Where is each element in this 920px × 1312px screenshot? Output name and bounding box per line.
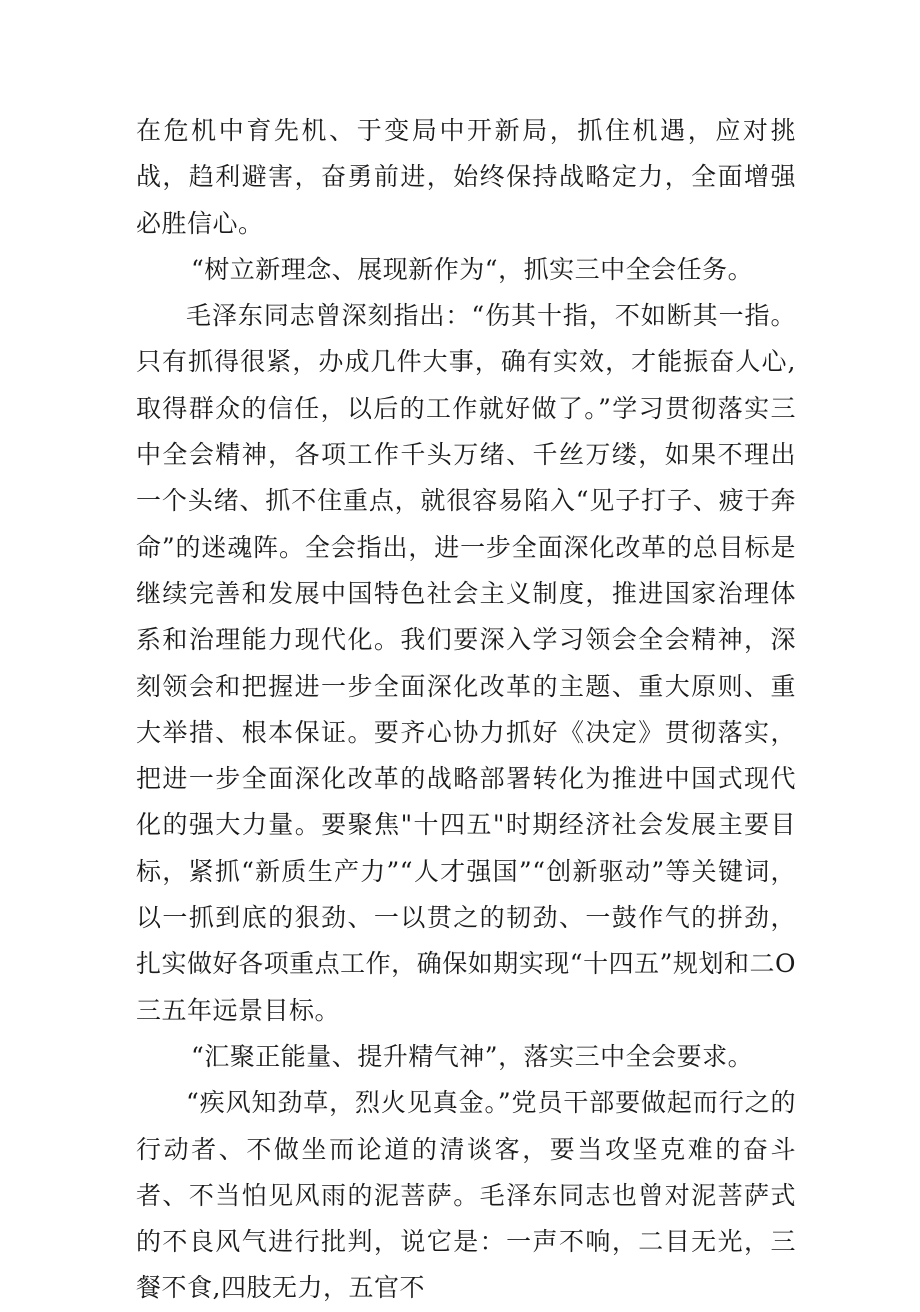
document-body: [136, 108, 796, 1312]
section-heading: “树立新理念、展现新作为“，抓实三中全会任务。: [191, 254, 754, 284]
paragraph: “疾风知劲草，烈火见真金。”党员干部要做起而行之的行动者、不做坐而论道的清谈客，要当攻坚克难的奋斗者、不当怕见风雨的泥菩萨。毛泽东同志也曾对泥菩萨式的不良风气进行批判，说它是：一声不响，二目无光，三餐不食,四肢无力，五官不: [136, 1088, 796, 1303]
paragraph-continuation: 在危机中育先机、于变局中开新局，抓住机遇，应对挑战，趋利避害，奋勇前进，始终保持战略定力，全面增强必胜信心。: [136, 116, 796, 238]
paragraph: 毛泽东同志曾深刻指出：“伤其十指，不如断其一指。只有抓得很紧，办成几件大事，确有实效，才能振奋人心,取得群众的信任，以后的工作就好做了。”学习贯彻落实三中全会精神，各项工作千头万绪、千丝万缕，如果不理出一个头绪、抓不住重点，就很容易陷入“见子打子、疲于奔命”的迷魂阵。全会指出，进一步全面深化改革的总目标是继续完善和发展中国特色社会主义制度，推进国家治理体系和治理能力现代化。我们要深入学习领会全会精神，深刻领会和把握进一步全面深化改革的主题、重大原则、重大举措、根本保证。要齐心协力抓好《决定》贯彻落实，把进一步全面深化改革的战略部署转化为推进中国式现代化的强大力量。要聚焦"十四五"时期经济社会发展主要目标，紧抓“新质生产力”“人才强国”“创新驱动”等关键词，以一抓到底的狠劲、一以贯之的韧劲、一鼓作气的拼劲，扎实做好各项重点工作，确保如期实现“十四五”规划和二O三五年远景目标。: [136, 301, 796, 1025]
section-heading: “汇聚正能量、提升精气神”，落实三中全会要求。: [191, 1041, 754, 1071]
